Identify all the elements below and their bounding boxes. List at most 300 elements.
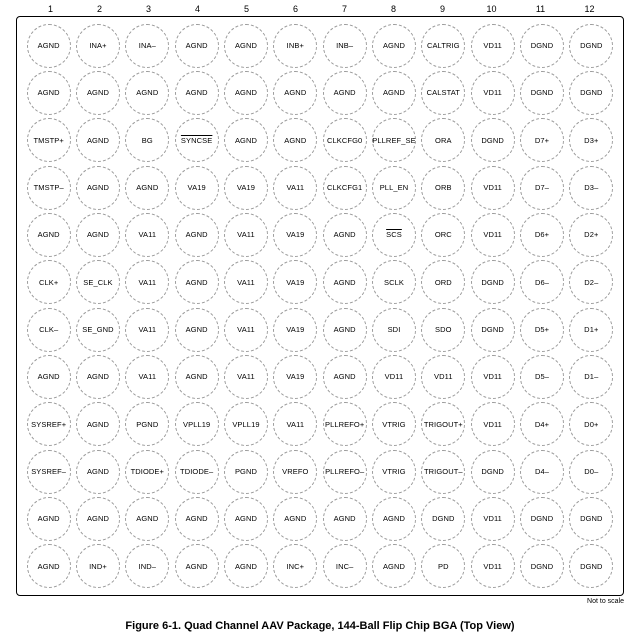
ball-cell [221, 353, 270, 400]
ball-pad [520, 308, 564, 352]
ball-pad [273, 402, 317, 446]
ball-label: AGND [185, 41, 208, 51]
ball-label: VA19 [187, 183, 206, 193]
ball-pad [471, 402, 515, 446]
ball-pad [323, 450, 367, 494]
ball-cell [320, 353, 369, 400]
ball-label: AGND [234, 514, 258, 524]
ball-label: AGND [234, 88, 258, 98]
ball-pad [125, 24, 169, 68]
ball-pad [471, 166, 515, 210]
ball-cell [221, 22, 270, 69]
ball-pad [421, 118, 465, 162]
ball-cell [221, 543, 270, 590]
ball-pad [27, 450, 71, 494]
ball-cell [24, 69, 73, 116]
ball-label: AGND [333, 325, 356, 335]
ball-label: TDIODE– [180, 467, 214, 477]
ball-cell [419, 211, 468, 258]
ball-pad [273, 118, 317, 162]
ball-label: AGND [333, 277, 356, 287]
ball-cell [73, 353, 122, 400]
ball-pad [372, 213, 416, 257]
ball-pad [175, 308, 219, 352]
ball-pad [76, 544, 120, 588]
ball-label: VPLL19 [183, 419, 211, 429]
ball-cell [24, 306, 73, 353]
ball-label: AGND [333, 514, 356, 524]
ball-pad [273, 497, 317, 541]
ball-pad [224, 450, 268, 494]
ball-cell [320, 117, 369, 164]
ball-cell [369, 259, 418, 306]
ball-pad [175, 355, 219, 399]
ball-pad [520, 166, 564, 210]
ball-cell [73, 543, 122, 590]
ball-cell [419, 448, 468, 495]
ball-label: AGND [37, 88, 60, 98]
ball-cell [517, 259, 566, 306]
ball-label: AGND [185, 325, 208, 335]
ball-pad [224, 308, 268, 352]
ball-pad [569, 308, 613, 352]
ball-label: DGND [530, 514, 554, 524]
ball-pad [569, 118, 613, 162]
ball-label: ORA [435, 135, 452, 145]
ball-cell [320, 259, 369, 306]
ball-label: D5+ [534, 325, 550, 335]
column-number: 2 [96, 4, 102, 14]
ball-label: CLKCFG0 [327, 135, 363, 145]
ball-cell [369, 306, 418, 353]
ball-cell [369, 401, 418, 448]
ball-cell [369, 211, 418, 258]
ball-pad [569, 497, 613, 541]
ball-label: DGND [580, 88, 603, 98]
ball-cell [24, 495, 73, 542]
ball-label: IND– [138, 561, 157, 571]
ball-pad [175, 71, 219, 115]
ball-cell [468, 259, 517, 306]
ball-cell [123, 306, 172, 353]
ball-label: AGND [86, 230, 110, 240]
ball-cell [567, 448, 616, 495]
ball-pad [323, 24, 367, 68]
ball-cell [419, 353, 468, 400]
ball-pad [323, 71, 367, 115]
ball-label: DGND [530, 88, 554, 98]
ball-label: D6– [534, 277, 550, 287]
ball-label: VA11 [286, 183, 305, 193]
ball-pad [27, 497, 71, 541]
ball-label: TRIGOUT– [423, 467, 463, 477]
ball-pad [273, 260, 317, 304]
ball-cell [123, 401, 172, 448]
ball-cell [24, 401, 73, 448]
ball-cell [24, 211, 73, 258]
ball-pad [323, 166, 367, 210]
ball-label: AGND [185, 514, 208, 524]
ball-label: VA11 [286, 419, 305, 429]
ball-pad [569, 166, 613, 210]
column-number: 4 [194, 4, 200, 14]
ball-cell [271, 164, 320, 211]
ball-label: AGND [284, 88, 307, 98]
ball-pad [372, 355, 416, 399]
ball-cell [567, 306, 616, 353]
ball-pad [421, 497, 465, 541]
ball-pad [175, 260, 219, 304]
ball-cell [369, 22, 418, 69]
ball-label: AGND [333, 88, 356, 98]
ball-cell [172, 448, 221, 495]
ball-pad [175, 544, 219, 588]
ball-label: AGND [136, 88, 159, 98]
ball-label: VD11 [483, 372, 502, 382]
ball-pad [372, 166, 416, 210]
ball-pad [372, 260, 416, 304]
ball-cell [172, 164, 221, 211]
ball-label: VD11 [434, 372, 453, 382]
ball-cell [468, 353, 517, 400]
ball-pad [224, 544, 268, 588]
ball-pad [421, 24, 465, 68]
ball-cell [567, 164, 616, 211]
ball-cell [271, 22, 320, 69]
ball-cell [320, 306, 369, 353]
ball-label: D4+ [534, 419, 550, 429]
ball-cell [172, 401, 221, 448]
ball-label: D0+ [584, 419, 599, 429]
ball-pad [27, 355, 71, 399]
ball-pad [175, 497, 219, 541]
ball-pad [76, 402, 120, 446]
column-number: 9 [439, 4, 445, 14]
ball-cell [567, 69, 616, 116]
ball-cell [271, 117, 320, 164]
ball-cell [419, 401, 468, 448]
ball-label: AGND [234, 41, 258, 51]
ball-cell [271, 401, 320, 448]
ball-label: VD11 [483, 514, 502, 524]
ball-label: D7+ [534, 135, 550, 145]
ball-label: TMSTP+ [33, 135, 64, 145]
ball-pad [125, 118, 169, 162]
ball-cell [271, 306, 320, 353]
ball-label: AGND [86, 183, 110, 193]
ball-pad [471, 544, 515, 588]
ball-cell [468, 401, 517, 448]
ball-label: DGND [530, 41, 554, 51]
ball-label: AGND [86, 372, 110, 382]
ball-label: D7– [534, 183, 550, 193]
ball-pad [125, 402, 169, 446]
ball-cell [369, 117, 418, 164]
ball-pad [175, 24, 219, 68]
ball-cell [468, 22, 517, 69]
ball-pad [76, 71, 120, 115]
ball-pad [125, 260, 169, 304]
ball-cell [123, 495, 172, 542]
ball-pad [76, 118, 120, 162]
ball-label: AGND [136, 514, 159, 524]
ball-cell [24, 448, 73, 495]
ball-cell [271, 495, 320, 542]
ball-label: D3– [584, 183, 599, 193]
ball-cell [172, 543, 221, 590]
ball-pad [27, 308, 71, 352]
ball-cell [73, 495, 122, 542]
ball-label: BG [141, 135, 153, 145]
ball-label: IND+ [89, 561, 107, 571]
ball-pad [421, 213, 465, 257]
ball-cell [369, 69, 418, 116]
ball-pad [273, 355, 317, 399]
ball-pad [125, 355, 169, 399]
ball-cell [517, 448, 566, 495]
ball-label: AGND [382, 88, 406, 98]
ball-label: DGND [580, 561, 603, 571]
ball-label: VA19 [286, 325, 305, 335]
ball-pad [471, 497, 515, 541]
ball-cell [369, 448, 418, 495]
ball-cell [419, 306, 468, 353]
ball-label: VA19 [236, 183, 256, 193]
figure-caption: Figure 6-1. Quad Channel AAV Package, 144-Ball Flip Chip BGA (Top View) [125, 620, 515, 632]
ball-label: VD11 [483, 41, 502, 51]
ball-label: PGND [136, 419, 159, 429]
ball-label: INA– [138, 41, 156, 51]
ball-label: AGND [234, 561, 258, 571]
ball-pad [175, 402, 219, 446]
ball-cell [123, 211, 172, 258]
ball-label: AGND [382, 514, 406, 524]
ball-cell [73, 211, 122, 258]
ball-pad [125, 497, 169, 541]
ball-pad [76, 260, 120, 304]
ball-pad [27, 24, 71, 68]
column-number: 3 [145, 4, 151, 14]
ball-label: DGND [481, 325, 504, 335]
ball-cell [468, 306, 517, 353]
ball-pad [323, 213, 367, 257]
ball-pad [372, 402, 416, 446]
ball-cell [221, 495, 270, 542]
ball-cell [123, 117, 172, 164]
ball-label: VREFO [282, 467, 309, 477]
ball-cell [320, 211, 369, 258]
ball-label: VTRIG [382, 467, 406, 477]
ball-label: AGND [185, 372, 208, 382]
ball-pad [421, 260, 465, 304]
ball-label: TDIODE+ [130, 467, 165, 477]
ball-label: INC– [335, 561, 354, 571]
ball-pad [471, 71, 515, 115]
ball-label: D3+ [584, 135, 599, 145]
ball-label: D1– [584, 372, 599, 382]
ball-cell [73, 401, 122, 448]
ball-pad [27, 71, 71, 115]
ball-pad [76, 497, 120, 541]
ball-cell [123, 22, 172, 69]
ball-cell [320, 543, 369, 590]
ball-pad [224, 355, 268, 399]
ball-label: VA19 [286, 230, 305, 240]
ball-cell [172, 495, 221, 542]
ball-cell [419, 69, 468, 116]
ball-cell [271, 543, 320, 590]
column-number: 1 [47, 4, 53, 14]
ball-pad [372, 71, 416, 115]
ball-label: SYSREF+ [31, 419, 67, 429]
ball-pad [224, 497, 268, 541]
ball-cell [419, 164, 468, 211]
ball-pad [372, 308, 416, 352]
ball-pad [125, 71, 169, 115]
ball-pad [569, 71, 613, 115]
ball-cell [73, 22, 122, 69]
ball-cell [73, 164, 122, 211]
ball-pad [224, 213, 268, 257]
ball-pad [175, 213, 219, 257]
ball-label: PLLREF_SE [372, 135, 416, 145]
ball-label: PLL_EN [379, 183, 409, 193]
ball-label: VD11 [483, 88, 502, 98]
ball-label: AGND [333, 372, 356, 382]
ball-cell [517, 117, 566, 164]
ball-pad [125, 544, 169, 588]
ball-pad [520, 71, 564, 115]
ball-label: DGND [530, 561, 554, 571]
ball-pad [27, 260, 71, 304]
scale-note: Not to scale [587, 598, 624, 605]
ball-cell [567, 353, 616, 400]
ball-cell [73, 117, 122, 164]
ball-cell [567, 259, 616, 306]
ball-pad [520, 450, 564, 494]
column-number: 12 [584, 4, 595, 14]
ball-cell [468, 211, 517, 258]
ball-cell [320, 69, 369, 116]
ball-label: D2+ [584, 230, 599, 240]
ball-pad [323, 260, 367, 304]
ball-label: VA11 [237, 277, 255, 287]
ball-cell [567, 543, 616, 590]
ball-label: D6+ [534, 230, 550, 240]
ball-cell [172, 211, 221, 258]
ball-cell [24, 164, 73, 211]
ball-pad [27, 544, 71, 588]
ball-pad [471, 213, 515, 257]
ball-cell [369, 164, 418, 211]
ball-cell [468, 69, 517, 116]
ball-cell [419, 22, 468, 69]
ball-pad [125, 166, 169, 210]
ball-cell [123, 259, 172, 306]
ball-pad [323, 402, 367, 446]
ball-cell [517, 211, 566, 258]
ball-pad [372, 450, 416, 494]
ball-pad [471, 260, 515, 304]
ball-label: VA19 [286, 372, 305, 382]
ball-pad [125, 450, 169, 494]
ball-label: AGND [234, 135, 258, 145]
ball-label: VD11 [384, 372, 404, 382]
ball-label: TMSTP– [33, 183, 64, 193]
ball-label: VD11 [483, 230, 502, 240]
ball-pad [224, 166, 268, 210]
ball-label: D1+ [584, 325, 599, 335]
ball-cell [320, 495, 369, 542]
ball-label: AGND [382, 561, 406, 571]
ball-cell [320, 164, 369, 211]
ball-pad [421, 166, 465, 210]
ball-cell [73, 448, 122, 495]
ball-cell [320, 401, 369, 448]
column-header-row [26, 2, 614, 16]
ball-label: SYNCSE [180, 135, 213, 145]
ball-cell [369, 495, 418, 542]
ball-label: INB+ [286, 41, 304, 51]
ball-cell [468, 117, 517, 164]
ball-label: INC+ [286, 561, 305, 571]
ball-cell [221, 306, 270, 353]
ball-pad [520, 544, 564, 588]
ball-label: AGND [86, 419, 110, 429]
ball-label: INB– [336, 41, 354, 51]
ball-label: VA11 [138, 277, 157, 287]
ball-cell [517, 401, 566, 448]
ball-label: TRIGOUT+ [423, 419, 463, 429]
ball-pad [471, 308, 515, 352]
ball-label: AGND [86, 514, 110, 524]
ball-pad [520, 497, 564, 541]
ball-label: AGND [333, 230, 356, 240]
ball-label: SYSREF– [31, 467, 67, 477]
ball-pad [175, 166, 219, 210]
ball-label: VA11 [138, 372, 157, 382]
ball-label: ORB [435, 183, 452, 193]
column-number: 8 [390, 4, 396, 14]
ball-label: AGND [37, 230, 60, 240]
ball-pad [471, 118, 515, 162]
ball-pad [27, 402, 71, 446]
ball-cell [271, 259, 320, 306]
ball-pad [520, 355, 564, 399]
ball-label: VA19 [286, 277, 305, 287]
ball-cell [172, 69, 221, 116]
ball-label: AGND [37, 41, 60, 51]
ball-pad [569, 260, 613, 304]
ball-pad [76, 355, 120, 399]
ball-pad [323, 118, 367, 162]
ball-label: DGND [432, 514, 455, 524]
ball-label: SE_GND [82, 325, 114, 335]
ball-cell [517, 543, 566, 590]
ball-pad [520, 213, 564, 257]
ball-pad [372, 497, 416, 541]
ball-label: DGND [481, 135, 504, 145]
ball-cell [24, 353, 73, 400]
ball-pad [273, 166, 317, 210]
column-number: 6 [292, 4, 298, 14]
ball-pad [27, 118, 71, 162]
ball-cell [468, 495, 517, 542]
ball-pad [421, 308, 465, 352]
ball-cell [567, 495, 616, 542]
ball-label: DGND [580, 514, 603, 524]
ball-pad [421, 402, 465, 446]
